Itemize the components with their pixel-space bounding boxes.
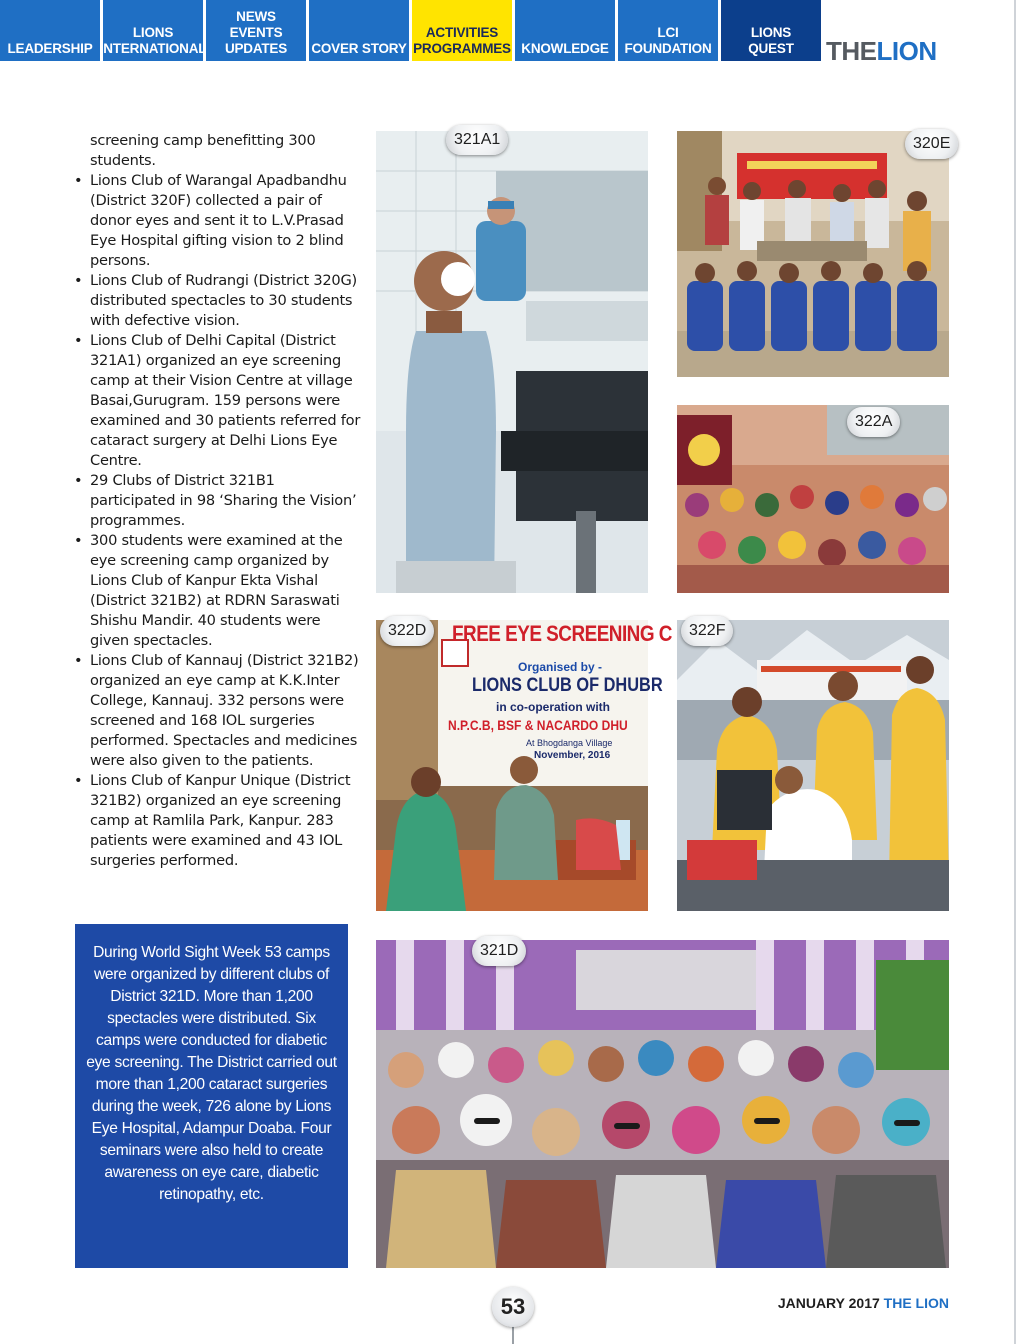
activity-list bbox=[72, 171, 362, 871]
banner-venue: At Bhogdanga Village bbox=[526, 738, 613, 748]
issue-line bbox=[778, 1295, 949, 1311]
banner-organised-by: Organised by - bbox=[517, 660, 603, 674]
district-badge: 322D bbox=[380, 616, 434, 646]
photo-320e-students bbox=[677, 131, 949, 377]
world-sight-week-callout bbox=[75, 924, 348, 1268]
list-item: • 29 Clubs of District 321B1 participated in 98 ‘Sharing the Vision’ programmes. bbox=[72, 471, 362, 531]
tab-lci-foundation[interactable]: LCI FOUNDATION bbox=[618, 0, 718, 61]
list-item: • Lions Club of Kannauj (District 321B2) organized an eye camp at K.K.Inter College, Kannauj. 332 persons were screened and 168 IOL surgeries performed. Spectacles and medicines were also given to the patients. bbox=[72, 651, 362, 771]
tab-cover-story[interactable]: COVER STORY bbox=[309, 0, 409, 61]
list-item: • Lions Club of Warangal Apadbandhu (District 320F) collected a pair of donor eyes and sent it to L.V.Prasad Eye Hospital gifting vision to 2 blind persons. bbox=[72, 171, 362, 271]
tab-lions-international[interactable]: LIONS INTERNATIONAL bbox=[103, 0, 203, 61]
logo-lion: LION bbox=[876, 36, 937, 66]
tab-news-events-updates[interactable]: NEWS EVENTS UPDATES bbox=[206, 0, 306, 61]
photo-322d-screening bbox=[376, 620, 672, 911]
list-item: • Lions Club of Kanpur Unique (District 321B2) organized an eye screening camp at Ramlila Park, Kanpur. 283 patients were examined and 43 IOL surgeries performed. bbox=[72, 771, 362, 871]
list-item: • Lions Club of Delhi Capital (District 321A1) organized an eye screening camp at their Vision Centre at village Basai,Gurugram. 159 persons were examined and 30 patients referred for cataract surgery at Delhi Lions Eye Centre. bbox=[72, 331, 362, 471]
banner-cooperation: in co-operation with bbox=[496, 700, 610, 714]
logo-the: THE bbox=[826, 36, 877, 66]
photo-321a1-patient bbox=[376, 131, 648, 593]
photo-322a-crowd bbox=[677, 405, 949, 593]
issue-date: JANUARY 2017 bbox=[777, 1295, 880, 1311]
banner-club-name: LIONS CLUB OF DHUBR bbox=[472, 675, 663, 696]
tab-leadership[interactable]: LEADERSHIP bbox=[0, 0, 100, 61]
district-badge: 321D bbox=[472, 936, 526, 966]
page-edge bbox=[1014, 0, 1016, 1344]
district-badge: 320E bbox=[905, 129, 958, 159]
section-nav bbox=[0, 0, 826, 61]
issue-magazine: THE LION bbox=[883, 1295, 949, 1311]
photo-322f-examination bbox=[677, 620, 949, 911]
callout-text: During World Sight Week 53 camps were organized by different clubs of District 321D. More than 1,200 spectacles were distributed. Six camps were conducted for diabetic eye screening. The District carried out more than 1,200 cataract surgeries during the week, 726 alone by Lions Eye Hospital, Adampur Doaba. Four seminars were also held to create awareness on eye care, diabetic retinopathy, etc. bbox=[86, 944, 337, 1203]
tab-knowledge[interactable]: KNOWLEDGE bbox=[515, 0, 615, 61]
banner-partners: N.P.C.B, BSF & NACARDO DHU bbox=[448, 717, 628, 733]
list-item: • 300 students were examined at the eye screening camp organized by Lions Club of Kanpur Ekta Vishal (District 321B2) at RDRN Saraswati Shishu Mandir. 40 students were given spectacles. bbox=[72, 531, 362, 651]
list-item: • Lions Club of Rudrangi (District 320G) distributed spectacles to 30 students with defective vision. bbox=[72, 271, 362, 331]
tab-lions-quest[interactable]: LIONS QUEST bbox=[721, 0, 821, 61]
banner-date: November, 2016 bbox=[534, 750, 611, 761]
page-number: 53 bbox=[492, 1287, 534, 1327]
district-badge: 322A bbox=[847, 407, 900, 437]
magazine-logo bbox=[826, 36, 937, 67]
photo-321d-crowd bbox=[376, 940, 949, 1268]
tab-activities-programmes[interactable]: ACTIVITIES PROGRAMMES bbox=[412, 0, 512, 61]
district-badge: 322F bbox=[681, 616, 733, 646]
banner-title: FREE EYE SCREENING C bbox=[452, 621, 672, 646]
article-lead: screening camp benefitting 300 students. bbox=[90, 132, 316, 169]
article-text bbox=[72, 131, 362, 871]
district-badge: 321A1 bbox=[446, 125, 508, 155]
